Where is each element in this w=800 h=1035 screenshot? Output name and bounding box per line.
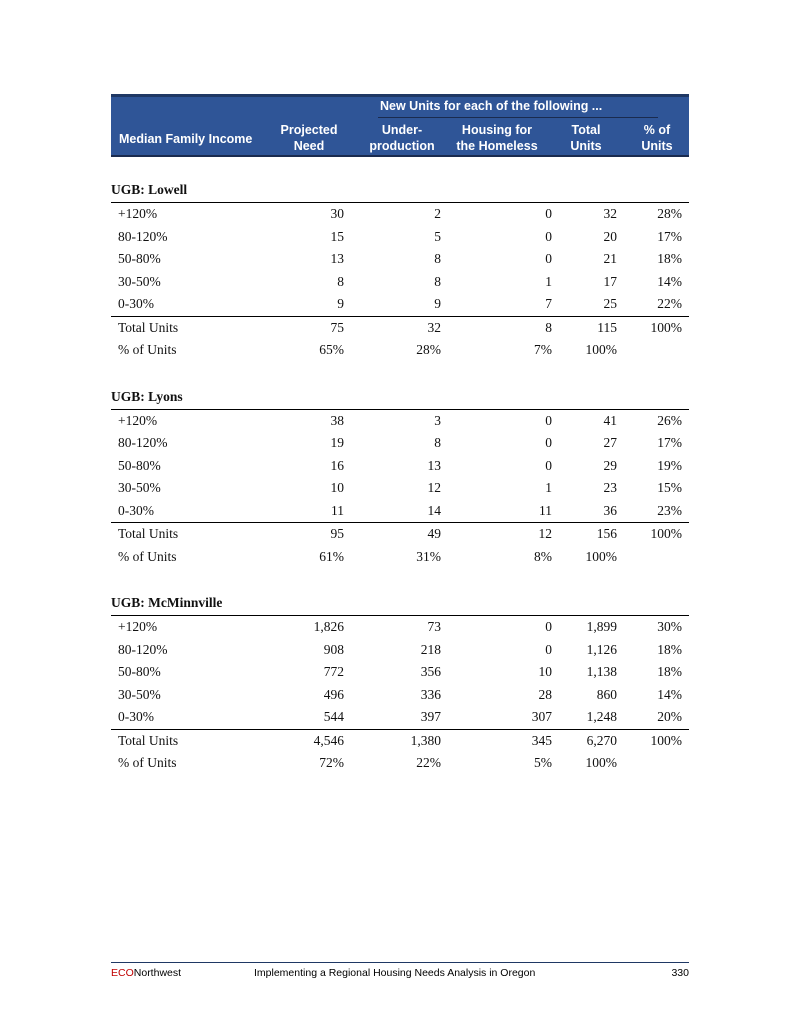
table-cell: 0 (545, 412, 552, 428)
table-cell: 1,899 (586, 619, 617, 634)
pct-row (111, 546, 689, 569)
table-row (111, 271, 689, 294)
table-cell: 49 (427, 526, 441, 541)
table-cell: 23% (657, 502, 682, 518)
page-footer (111, 962, 689, 983)
table-cell: 100% (650, 732, 682, 748)
table-cell: 1,380 (410, 732, 441, 748)
table-cell: 25 (603, 296, 617, 311)
table-cell: 100% (650, 526, 682, 541)
table-cell: 6,270 (586, 732, 617, 748)
table-cell: 772 (323, 664, 344, 679)
table-cell: 14% (657, 686, 682, 702)
header-underproduction: Under- production (369, 123, 435, 153)
table-cell: 20 (603, 228, 617, 244)
table-cell: 75 (330, 319, 344, 335)
table-cell: 100% (585, 548, 617, 564)
table-cell: % of Units (118, 548, 177, 564)
table-cell: 307 (531, 709, 552, 724)
table-cell: 218 (420, 641, 441, 657)
table-cell: 0 (545, 206, 552, 221)
header-projected-need: Projected Need (280, 123, 338, 153)
table-cell: 61% (319, 548, 344, 564)
table-cell: 72% (319, 755, 344, 770)
table-cell: 41 (603, 412, 617, 428)
total-row (111, 316, 689, 340)
table-cell: 5% (534, 755, 552, 770)
section-title: UGB: McMinnville (111, 591, 689, 616)
table-cell: 30 (330, 206, 344, 221)
table-cell: 73 (427, 619, 441, 634)
header-median-family-income: Median Family Income (119, 132, 253, 146)
table-row (111, 248, 689, 271)
table-cell: +120% (118, 412, 158, 428)
table-cell: 19% (657, 457, 682, 473)
table-cell: 80-120% (118, 641, 168, 657)
table-cell: 100% (585, 755, 617, 770)
table-cell: Total Units (118, 732, 179, 748)
footer-document-title: Implementing a Regional Housing Needs Analysis in Oregon (254, 967, 536, 979)
table-cell: 8 (337, 273, 344, 289)
table-cell: 23 (603, 480, 617, 495)
table-row (111, 684, 689, 707)
table-cell: 908 (323, 641, 344, 657)
table-row (111, 455, 689, 478)
header-top-rule (111, 94, 689, 97)
table-cell: 30% (657, 619, 682, 634)
table-cell: 8 (434, 273, 441, 289)
header-pct-units: % of Units (641, 123, 673, 153)
table-cell: 32 (603, 206, 617, 221)
table-row (111, 500, 689, 523)
table-cell: 36 (603, 502, 617, 518)
table-row (111, 203, 689, 226)
table-cell: 0 (545, 251, 552, 266)
table-cell: 4,546 (313, 732, 344, 748)
pct-row (111, 339, 689, 362)
section-title: UGB: Lowell (111, 178, 689, 203)
section-gap (111, 568, 689, 591)
table-cell: 18% (657, 664, 682, 679)
table-cell: 0-30% (118, 296, 154, 311)
table-cell: 22% (657, 296, 682, 311)
pct-row (111, 752, 689, 775)
table-cell: 496 (323, 686, 344, 702)
table-cell: 31% (416, 548, 441, 564)
table-row (111, 226, 689, 249)
table-cell: 9 (434, 296, 441, 311)
header-group-rule (378, 117, 658, 118)
table-cell: 860 (596, 686, 617, 702)
table-cell: 7% (534, 342, 552, 357)
table-cell: 1 (545, 273, 552, 289)
table-cell: 22% (416, 755, 441, 770)
table-cell: 28% (416, 342, 441, 357)
table-cell: 8% (534, 548, 552, 564)
table-row (111, 293, 689, 316)
table-cell: 30-50% (118, 480, 161, 495)
table-cell: 11 (331, 502, 344, 518)
table-cell: +120% (118, 206, 158, 221)
table-section (111, 385, 689, 569)
table-cell: 12 (427, 480, 441, 495)
table-row (111, 432, 689, 455)
table-cell: Total Units (118, 319, 179, 335)
table-cell: 1 (545, 480, 552, 495)
table-cell: 115 (597, 319, 617, 335)
table-cell: 8 (434, 435, 441, 450)
table-cell: 5 (434, 228, 441, 244)
table-cell: 1,826 (313, 619, 344, 634)
table-cell: 30-50% (118, 686, 161, 702)
table-cell: 95 (330, 526, 344, 541)
table-cell: 30-50% (118, 273, 161, 289)
table-cell: +120% (118, 619, 158, 634)
table-cell: 17% (657, 228, 682, 244)
table-cell: 0-30% (118, 502, 154, 518)
table-cell: 0-30% (118, 709, 154, 724)
table-cell: 11 (539, 502, 552, 518)
section-title: UGB: Lyons (111, 385, 689, 410)
table-cell: 17 (603, 273, 617, 289)
table-cell: 0 (545, 619, 552, 634)
table-cell: 8 (545, 319, 552, 335)
table-cell: 80-120% (118, 435, 168, 450)
table-cell: 100% (585, 342, 617, 357)
table-cell: 15% (657, 480, 682, 495)
table-cell: 1,248 (586, 709, 617, 724)
table-cell: 156 (596, 526, 617, 541)
table-cell: 3 (434, 412, 441, 428)
table-cell: 80-120% (118, 228, 168, 244)
total-row (111, 729, 689, 753)
table-cell: 15 (330, 228, 344, 244)
table-row (111, 410, 689, 433)
table-cell: 14% (657, 273, 682, 289)
table-cell: 0 (545, 641, 552, 657)
table-cell: 345 (531, 732, 552, 748)
table-cell: 0 (545, 435, 552, 450)
table-row (111, 639, 689, 662)
header-bottom-rule (111, 155, 689, 157)
table-cell: 32 (427, 319, 441, 335)
table-cell: 50-80% (118, 664, 161, 679)
table-cell: 9 (337, 296, 344, 311)
header-housing-homeless: Housing for the Homeless (456, 123, 538, 153)
table-cell: 10 (538, 664, 552, 679)
table-cell: 544 (323, 709, 344, 724)
table-cell: 28% (657, 206, 682, 221)
housing-units-table (111, 178, 689, 775)
header-total-units: Total Units (570, 123, 602, 153)
table-row (111, 661, 689, 684)
table-cell: 27 (603, 435, 617, 450)
table-cell: 14 (427, 502, 441, 518)
table-cell: 50-80% (118, 457, 161, 473)
table-row (111, 706, 689, 729)
table-cell: 100% (650, 319, 682, 335)
table-cell: % of Units (118, 342, 177, 357)
table-cell: 13 (427, 457, 441, 473)
table-row (111, 616, 689, 639)
table-cell: 19 (330, 435, 344, 450)
table-cell: 7 (545, 296, 552, 311)
table-section (111, 178, 689, 362)
table-cell: 0 (545, 228, 552, 244)
table-cell: 397 (420, 709, 441, 724)
table-cell: Total Units (118, 526, 179, 541)
table-cell: 38 (330, 412, 344, 428)
section-gap (111, 362, 689, 385)
table-cell: 1,138 (586, 664, 617, 679)
table-cell: 12 (538, 526, 552, 541)
table-cell: 29 (603, 457, 617, 473)
table-cell: 17% (657, 435, 682, 450)
table-cell: 50-80% (118, 251, 161, 266)
table-cell: 20% (657, 709, 682, 724)
table-cell: % of Units (118, 755, 177, 770)
table-cell: 8 (434, 251, 441, 266)
table-cell: 2 (434, 206, 441, 221)
total-row (111, 522, 689, 546)
table-cell: 336 (420, 686, 441, 702)
table-row (111, 477, 689, 500)
table-cell: 26% (657, 412, 682, 428)
table-cell: 21 (603, 251, 617, 266)
footer-brand: ECONorthwest (111, 967, 182, 979)
table-cell: 356 (420, 664, 441, 679)
footer-page-number: 330 (671, 967, 689, 979)
table-cell: 16 (330, 457, 344, 473)
table-cell: 28 (538, 686, 552, 702)
table-cell: 10 (330, 480, 344, 495)
table-cell: 65% (319, 342, 344, 357)
table-cell: 0 (545, 457, 552, 473)
table-section (111, 591, 689, 775)
table-cell: 18% (657, 641, 682, 657)
table-cell: 18% (657, 251, 682, 266)
table-header (111, 94, 689, 157)
table-cell: 1,126 (586, 641, 617, 657)
header-group-label: New Units for each of the following ... (380, 99, 603, 113)
table-cell: 13 (330, 251, 344, 266)
